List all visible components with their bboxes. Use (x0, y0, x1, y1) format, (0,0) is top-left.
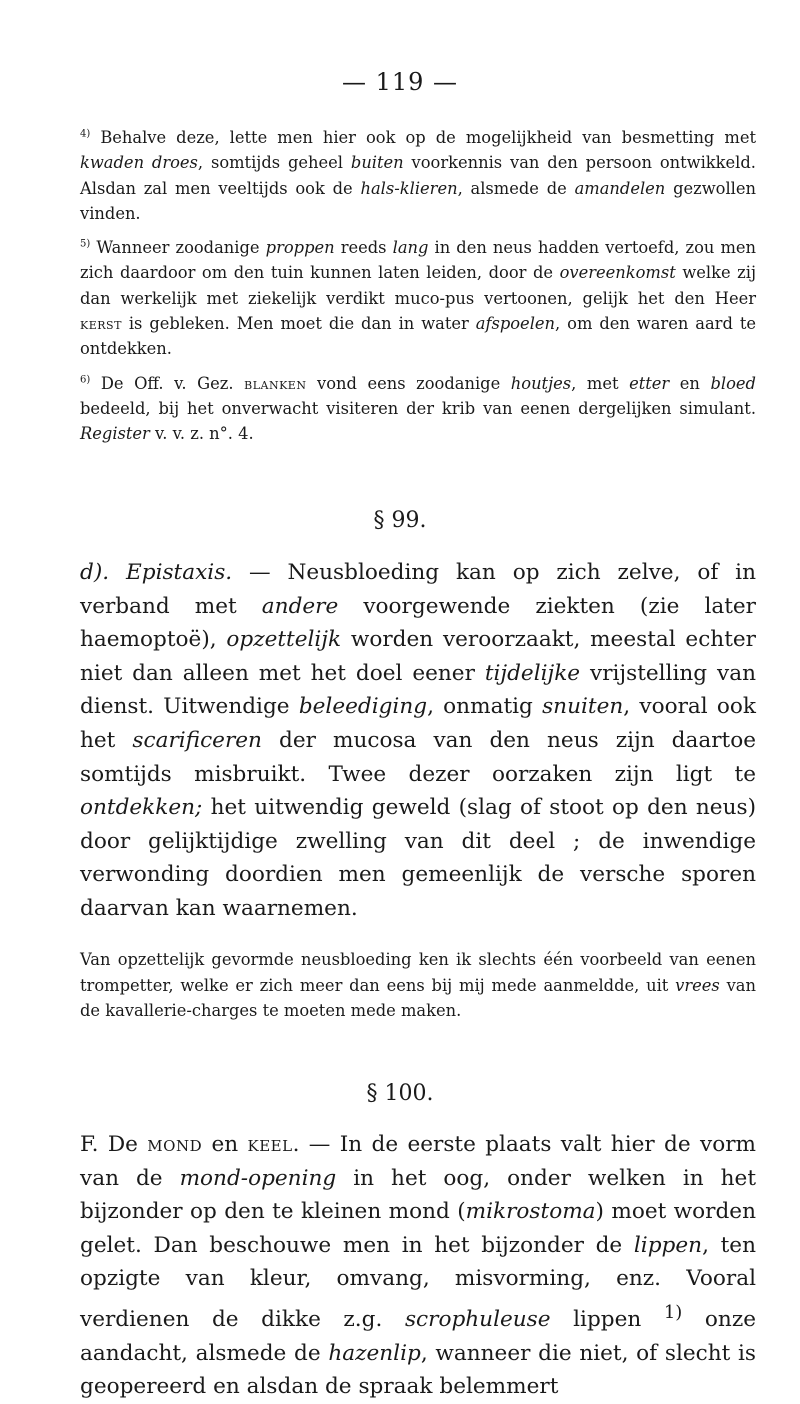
text-run: blanken (244, 373, 307, 393)
text-run: ontdekken; (80, 795, 203, 821)
page-number: — 119 — (341, 68, 459, 96)
text-run: F. De (80, 1132, 148, 1157)
text-run: bloed (710, 373, 756, 393)
text-run: mond-opening (179, 1165, 337, 1191)
text-run: en (202, 1132, 248, 1157)
text-run: d). Epistaxis. (80, 560, 233, 585)
section-heading-100: § 100. (366, 1081, 434, 1106)
text-run: en (669, 373, 711, 393)
text-run: vrijstelling van dienst. Uitwendige (80, 660, 756, 720)
text-run: etter (629, 373, 670, 393)
text-run: andere (261, 593, 339, 619)
text-run: der mucosa van den neus zijn daartoe somtijds misbruikt. Twee dezer oorzaken zijn ligt te (80, 727, 756, 787)
text-run: voorgewende ziekten (zie later haemoptoë), (80, 593, 756, 653)
text-run: beleediging (298, 694, 428, 720)
text-run: kerst (80, 314, 122, 334)
text-run: hazenlip (328, 1340, 421, 1366)
text-run: , met (571, 373, 630, 393)
text-run: hals-klieren (360, 178, 458, 198)
text-run: scarificeren (132, 727, 262, 753)
text-run: Wanneer zoodanige (96, 238, 266, 258)
text-run: , ten opzigte van kleur, omvang, misvorming, enz. Vooral verdienen de dikke z.g. (80, 1232, 756, 1333)
text-run: , om den waren aard te ontdekken. (80, 314, 756, 359)
footnote-marker: 6) (80, 374, 91, 386)
text-run: vrees (675, 975, 720, 995)
text-run: voorkennis van den persoon ontwikkeld. Alsdan zal men veeltijds ook de (80, 153, 756, 198)
text-run: snuiten (542, 694, 624, 720)
text-run: vond eens zoodanige (306, 373, 511, 393)
text-run: , vooral ook het (80, 694, 756, 753)
text-run: . — In de eerste plaats valt hier de vorm van de (80, 1132, 757, 1191)
text-run: worden veroorzaakt, meestal echter niet dan alleen met het doel eener (80, 627, 756, 686)
text-run: afspoelen (475, 314, 556, 334)
text-run: De Off. v. Gez. (100, 373, 245, 393)
text-run: bedeeld, bij het onverwacht visiteren der krib van eenen dergelijken simulant. (80, 398, 756, 418)
text-run: 1) (663, 1301, 683, 1323)
text-run: ) moet worden gelet. Dan beschouwe men in het bijzonder de (80, 1199, 756, 1258)
text-run: amandelen (574, 178, 666, 198)
text-run: lippen (550, 1307, 664, 1333)
footnote (80, 371, 756, 447)
text-run: gezwollen vinden. (80, 178, 756, 223)
text-run: is gebleken. Men moet die dan in water (121, 314, 476, 334)
text-run: welke zij dan werkelijk met ziekelijk verdikt muco-pus vertoonen, gelijk het den Heer (80, 263, 756, 308)
text-run: van de kavallerie-charges te moeten mede maken. (80, 975, 756, 1021)
text-run: Register (80, 424, 150, 444)
text-run: , somtijds geheel (197, 153, 351, 173)
text-run: v. v. z. n°. 4. (149, 424, 254, 444)
text-run: tijdelijke (484, 660, 581, 686)
text-run: — Neusbloeding kan op zich zelve, of in verband met (80, 560, 756, 619)
text-run: reeds (334, 238, 393, 258)
section-99-note (80, 947, 756, 1024)
text-run: , wanneer die niet, of slecht is geopereerd en alsdan de spraak belemmert (80, 1340, 757, 1400)
section-100-paragraph (80, 1128, 756, 1404)
text-run: Van opzettelijk gevormde neusbloeding ken ik slechts één voorbeeld van eenen trompetter, welke er zich meer dan eens bij mij mede aanmeldde, uit (80, 950, 756, 995)
section-heading-99: § 99. (373, 508, 427, 533)
text-run: kwaden droes (80, 153, 198, 173)
footnote-marker: 5) (80, 238, 91, 250)
text-run: buiten (350, 153, 404, 173)
footnotes (80, 125, 756, 456)
text-run: houtjes (510, 373, 572, 393)
text-run: Behalve deze, lette men hier ook op de mogelijkheid van besmetting met (100, 128, 757, 147)
text-run: lippen (633, 1232, 703, 1258)
text-run: onze aandacht, alsmede de (80, 1307, 756, 1366)
text-run: mond (147, 1132, 203, 1157)
text-run: , alsmede de (457, 178, 575, 198)
text-run: het uitwendig geweld (slag of stoot op den neus) door gelijktijdige zwelling van dit deel ; de inwendige verwonding doordien men gemeenlijk de versche sporen daarvan kan waarnemen. (80, 795, 756, 921)
text-run: in het oog, onder welken in het bijzonder op den te kleinen mond ( (80, 1165, 756, 1225)
footnote-marker: 4) (80, 128, 91, 140)
text-run: lang (392, 238, 429, 258)
footnote (80, 125, 756, 226)
text-run: proppen (265, 238, 335, 258)
text-run: scrophuleuse (404, 1307, 551, 1333)
section-99-paragraph (80, 556, 756, 926)
text-run: opzettelijk (226, 627, 342, 653)
text-run: mikrostoma (465, 1199, 596, 1225)
text-run: , onmatig (427, 694, 543, 720)
footnote (80, 235, 756, 361)
text-run: keel (247, 1132, 293, 1157)
text-run: overeenkomst (559, 263, 676, 283)
text-run: in den neus hadden vertoefd, zou men zich daardoor om den tuin kunnen laten leiden, door de (80, 238, 757, 283)
